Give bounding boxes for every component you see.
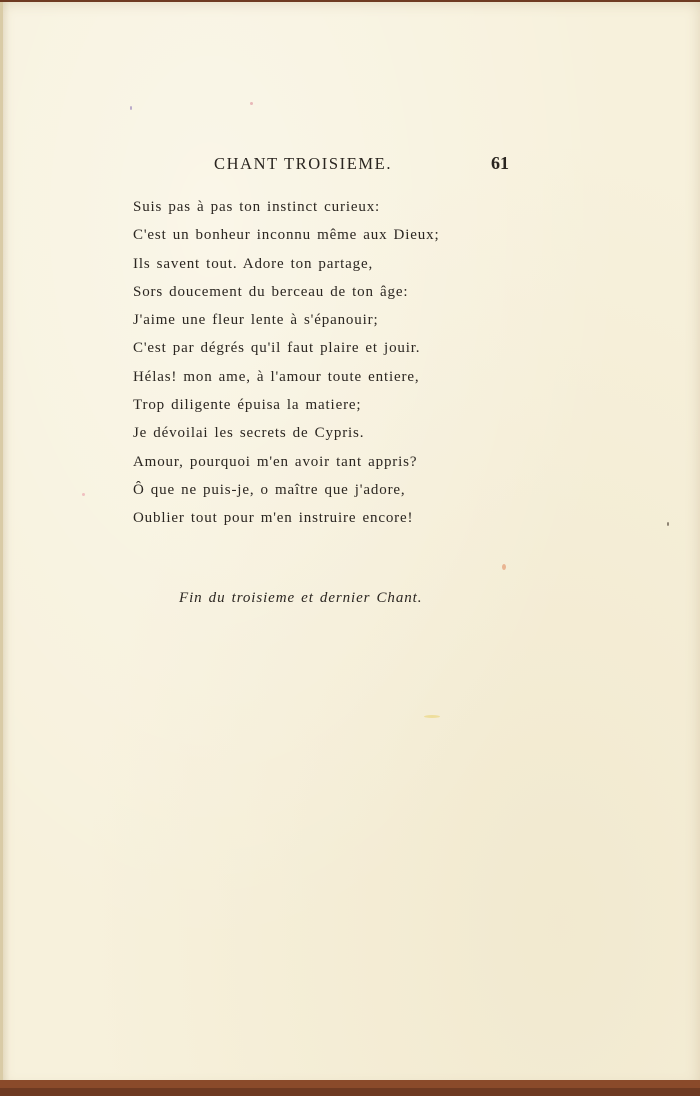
paper-speck bbox=[250, 102, 253, 105]
running-head bbox=[214, 154, 514, 178]
paper-speck bbox=[424, 715, 440, 718]
poem-line: Je dévoilai les secrets de Cypris. bbox=[133, 425, 365, 442]
paper-speck bbox=[130, 106, 132, 110]
poem-line: Suis pas à pas ton instinct curieux: bbox=[133, 199, 381, 215]
poem-line: C'est par dégrés qu'il faut plaire et jouir. bbox=[133, 340, 421, 357]
poem-line: C'est un bonheur inconnu même aux Dieux; bbox=[133, 227, 440, 244]
poem-line: Hélas! mon ame, à l'amour toute entiere, bbox=[133, 368, 420, 385]
poem-line: Ils savent tout. Adore ton partage, bbox=[133, 255, 374, 272]
poem-line: Sors doucement du berceau de ton âge: bbox=[133, 283, 409, 300]
closing-note: Fin du troisieme et dernier Chant. bbox=[179, 590, 423, 606]
paper-speck bbox=[667, 522, 669, 526]
page-left-edge bbox=[0, 2, 3, 1088]
poem-line: Oublier tout pour m'en instruire encore! bbox=[133, 510, 414, 527]
chapter-title: CHANT TROISIEME. bbox=[214, 154, 393, 173]
poem-stanza bbox=[133, 193, 553, 533]
paper-speck bbox=[502, 564, 506, 570]
binding-edge bbox=[0, 1080, 700, 1088]
paper-speck bbox=[82, 493, 85, 496]
poem-line: Trop diligente épuisa la matiere; bbox=[133, 397, 362, 414]
poem-line: J'aime une fleur lente à s'épanouir; bbox=[133, 312, 379, 329]
poem-line: Amour, pourquoi m'en avoir tant appris? bbox=[133, 453, 418, 470]
poem-line: Ô que ne puis-je, o maître que j'adore, bbox=[133, 481, 406, 498]
page-number: 61 bbox=[491, 153, 509, 173]
book-page bbox=[0, 2, 700, 1088]
